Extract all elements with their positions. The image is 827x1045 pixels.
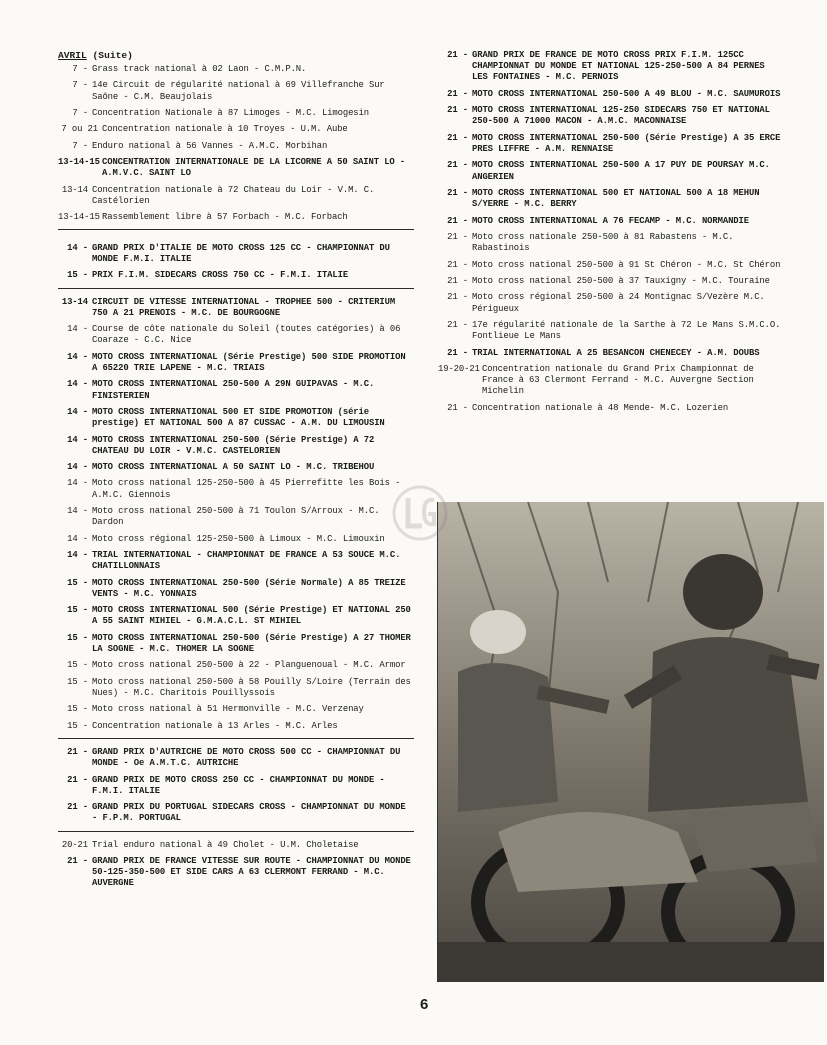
event-date: 13-14-15	[58, 212, 100, 223]
event-text: GRAND PRIX D'ITALIE DE MOTO CROSS 125 CC - CHAMPIONNAT DU MONDE F.M.I. ITALIE	[92, 242, 390, 264]
event-date: 21 -	[447, 259, 468, 270]
event-entry	[58, 462, 414, 473]
event-entry	[58, 721, 414, 732]
event-date: 13-14-15	[58, 157, 100, 168]
right-event-list	[438, 50, 784, 414]
event-entry	[58, 379, 414, 401]
event-entry	[58, 212, 414, 223]
event-date: 14 -	[67, 242, 88, 253]
event-entry	[58, 534, 414, 545]
event-date: 21 -	[447, 88, 468, 99]
event-date: 13-14	[61, 184, 88, 195]
event-date: 21 -	[447, 105, 468, 116]
event-date: 21 -	[67, 856, 88, 866]
event-date: 21 -	[447, 275, 468, 286]
event-date: 15 -	[67, 632, 88, 643]
event-text: MOTO CROSS INTERNATIONAL 250-500 (Série Prestige) A 27 THOMER LA SOGNE - M.C. THOMER LA SOGNE	[92, 632, 411, 655]
event-text: Concentration nationale à 13 Arles - M.C. Arles	[92, 720, 338, 731]
event-text: MOTO CROSS INTERNATIONAL A 76 FECAMP - M.C. NORMANDIE	[472, 215, 749, 226]
month-suffix: (Suite)	[86, 50, 133, 61]
event-entry	[438, 105, 784, 127]
event-text: Concentration nationale du Grand Prix Championnat de France à 63 Clermont Ferrand - M.C. Auvergne Section Michelin	[482, 363, 754, 397]
event-entry	[58, 80, 414, 102]
event-date: 21 -	[447, 50, 468, 60]
event-date: 15 -	[67, 660, 88, 671]
event-text: TRIAL INTERNATIONAL - CHAMPIONNAT DE FRANCE A 53 SOUCE M.C. CHATILLONNAIS	[92, 550, 401, 572]
event-text: Moto cross national 250-500 à 71 Toulon S/Arroux - M.C. Dardon	[92, 506, 380, 528]
event-text: MOTO CROSS INTERNATIONAL (Série Prestige) 500 SIDE PROMOTION A 65220 TRIE LAPENE - M.C. TRIAIS	[92, 351, 406, 373]
event-date: 21 -	[447, 292, 468, 303]
event-entry	[438, 89, 784, 100]
event-text: PRIX F.I.M. SIDECARS CROSS 750 CC - F.M.I. ITALIE	[92, 270, 349, 281]
event-text: Enduro national à 56 Vannes - A.M.C. Morbihan	[92, 140, 328, 151]
event-text: Moto cross national 125-250-500 à 45 Pierrefitte les Bois - A.M.C. Giennois	[92, 478, 401, 500]
event-text: 14e Circuit de régularité national à 69 Villefranche Sur Saône - C.M. Beaujolais	[92, 80, 385, 102]
event-date: 14 -	[67, 506, 88, 517]
event-entry	[58, 324, 414, 346]
event-entry	[58, 270, 414, 281]
section-divider	[58, 229, 414, 230]
event-date: 21 -	[67, 747, 88, 758]
event-text: MOTO CROSS INTERNATIONAL 250-500 A 17 PUY DE POURSAY M.C. ANGERIEN	[472, 160, 770, 182]
event-text: MOTO CROSS INTERNATIONAL 250-500 (Série Normale) A 85 TREIZE VENTS - M.C. YONNAIS	[92, 577, 406, 599]
event-text: MOTO CROSS INTERNATIONAL 250-500 A 29N GUIPAVAS - M.C. FINISTERIEN	[92, 379, 375, 401]
event-date: 21 -	[447, 319, 468, 330]
event-date: 14 -	[67, 478, 88, 489]
event-date: 21 -	[447, 402, 468, 413]
event-text: MOTO CROSS INTERNATIONAL 125-250 SIDECARS 750 ET NATIONAL 250-500 A 71000 MACON - A.M.C. MACONNAISE	[472, 105, 770, 127]
event-entry	[58, 506, 414, 528]
event-date: 15 -	[67, 704, 88, 715]
event-text: GRAND PRIX DE MOTO CROSS 250 CC - CHAMPIONNAT DU MONDE - F.M.I. ITALIE	[92, 774, 385, 796]
motocross-photo	[437, 502, 824, 982]
event-text: Moto cross nationale 250-500 à 81 Rabastens - M.C. Rabastinois	[472, 231, 734, 254]
event-text: Rassemblement libre à 57 Forbach - M.C. Forbach	[102, 212, 348, 223]
event-text: TRIAL INTERNATIONAL A 25 BESANCON CHENECEY - A.M. DOUBS	[472, 347, 760, 358]
page-number: 6	[420, 996, 429, 1013]
event-entry	[58, 297, 414, 319]
event-date: 14 -	[67, 462, 88, 473]
event-entry	[58, 633, 414, 655]
event-text: Concentration nationale à 10 Troyes - U.M. Aube	[102, 124, 348, 135]
section-divider	[58, 831, 414, 832]
event-date: 21 -	[447, 132, 468, 143]
event-date: 21 -	[67, 802, 88, 813]
event-text: MOTO CROSS INTERNATIONAL 250-500 (Série Prestige) A 35 ERCE PRES LIFFRE - A.M. RENNAISE	[472, 132, 781, 154]
event-date: 14 -	[67, 434, 88, 445]
watermark-logo	[390, 478, 450, 548]
event-date: 21 -	[447, 347, 468, 358]
event-text: CONCENTRATION INTERNATIONALE DE LA LICORNE A 50 SAINT LO - A.M.V.C. SAINT LO	[102, 157, 406, 179]
event-entry	[438, 160, 784, 182]
event-text: MOTO CROSS INTERNATIONAL 500 ET NATIONAL 500 A 18 MEHUN S/YERRE - M.C. BERRY	[472, 187, 760, 210]
event-entry	[438, 188, 784, 210]
event-entry	[438, 320, 784, 342]
event-entry	[58, 605, 414, 627]
event-date: 14 -	[67, 351, 88, 362]
event-date: 7 -	[72, 107, 88, 118]
event-entry	[438, 50, 784, 84]
event-date: 15 -	[67, 270, 88, 281]
event-text: Moto cross national 250-500 à 58 Pouilly S/Loire (Terrain des Nues) - M.C. Charitois Pouillyssois	[92, 676, 411, 699]
event-text: MOTO CROSS INTERNATIONAL 500 ET SIDE PROMOTION (série prestige) ET NATIONAL 500 A 87 CUSSAC - A.M. DU LIMOUSIN	[92, 406, 385, 429]
event-entry	[58, 435, 414, 457]
event-date: 13-14	[61, 296, 88, 307]
event-entry	[58, 840, 414, 851]
event-text: MOTO CROSS INTERNATIONAL 500 (Série Prestige) ET NATIONAL 250 A 55 SAINT MIHIEL - G.M.A.C.L. ST MIHIEL	[92, 605, 411, 627]
event-entry	[58, 578, 414, 600]
event-entry	[58, 64, 414, 75]
event-text: Concentration nationale à 48 Mende- M.C. Lozerien	[472, 402, 729, 413]
event-date: 19-20-21	[438, 363, 480, 374]
event-date: 21 -	[447, 215, 468, 226]
event-date: 14 -	[67, 406, 88, 417]
event-entry	[58, 243, 414, 265]
event-text: Moto cross régional 250-500 à 24 Montignac S/Vezère M.C. Périgueux	[472, 292, 765, 314]
event-entry	[58, 802, 414, 824]
event-text: MOTO CROSS INTERNATIONAL A 50 SAINT LO - M.C. TRIBEHOU	[92, 462, 375, 473]
event-date: 14 -	[67, 324, 88, 335]
event-text: MOTO CROSS INTERNATIONAL 250-500 A 49 BLOU - M.C. SAUMUROIS	[472, 88, 781, 99]
left-event-list	[58, 64, 414, 890]
event-entry	[58, 747, 414, 769]
event-date: 7 -	[72, 140, 88, 151]
event-text: GRAND PRIX DU PORTUGAL SIDECARS CROSS - CHAMPIONNAT DU MONDE - F.P.M. PORTUGAL	[92, 802, 406, 824]
event-entry	[438, 133, 784, 155]
event-entry	[58, 677, 414, 699]
event-entry	[58, 124, 414, 135]
event-date: 21 -	[447, 231, 468, 242]
event-entry	[58, 141, 414, 152]
event-date: 7 ou 21	[61, 124, 98, 135]
event-date: 20-21	[61, 839, 88, 850]
event-entry	[58, 550, 414, 572]
event-entry	[58, 660, 414, 671]
month-name: AVRIL	[58, 50, 87, 61]
event-entry	[438, 348, 784, 359]
event-entry	[58, 157, 414, 179]
event-date: 21 -	[67, 774, 88, 785]
event-text: Moto cross national 250-500 à 91 St Chéron - M.C. St Chéron	[472, 259, 781, 270]
event-entry	[438, 260, 784, 271]
event-date: 15 -	[67, 577, 88, 588]
event-text: Trial enduro national à 49 Cholet - U.M. Choletaise	[92, 839, 359, 850]
event-text: Grass track national à 02 Laon - C.M.P.N.	[92, 64, 307, 74]
event-date: 21 -	[447, 187, 468, 198]
event-date: 15 -	[67, 605, 88, 616]
event-entry	[58, 478, 414, 500]
event-entry	[438, 364, 784, 398]
event-date: 15 -	[67, 720, 88, 731]
event-text: Concentration nationale à 72 Chateau du Loir - V.M. C. Castélorien	[92, 184, 375, 206]
event-date: 14 -	[67, 550, 88, 561]
event-entry	[58, 185, 414, 207]
event-date: 7 -	[72, 80, 88, 91]
event-text: 17e régularité nationale de la Sarthe à 72 Le Mans S.M.C.O. Fontlieue Le Mans	[472, 319, 781, 342]
event-date: 7 -	[72, 64, 88, 74]
event-date: 14 -	[67, 533, 88, 544]
event-text: Course de côte nationale du Soleil (toutes catégories) à 06 Coaraze - C.C. Nice	[92, 324, 401, 346]
event-date: 14 -	[67, 379, 88, 390]
event-entry	[58, 775, 414, 797]
event-entry	[58, 856, 414, 890]
month-heading	[58, 50, 414, 62]
left-column	[58, 50, 414, 895]
event-entry	[438, 292, 784, 314]
event-text: GRAND PRIX D'AUTRICHE DE MOTO CROSS 500 CC - CHAMPIONNAT DU MONDE - Oe A.M.T.C. AUTRICHE	[92, 747, 401, 769]
event-text: Concentration Nationale à 87 Limoges - M.C. Limogesin	[92, 107, 369, 118]
event-text: CIRCUIT DE VITESSE INTERNATIONAL - TROPHEE 500 - CRITERIUM 750 A 21 PRENOIS - M.C. DE BOURGOGNE	[92, 296, 396, 318]
event-date: 21 -	[447, 160, 468, 171]
event-text: GRAND PRIX DE FRANCE DE MOTO CROSS PRIX F.I.M. 125CC CHAMPIONNAT DU MONDE ET NATIONAL 125-250-500 A 84 PERNES LES FONTAINES - M.C. PERNOIS	[472, 50, 765, 83]
event-entry	[438, 216, 784, 227]
event-entry	[58, 407, 414, 429]
event-text: Moto cross national à 51 Hermonville - M.C. Verzenay	[92, 704, 364, 715]
event-entry	[438, 403, 784, 414]
event-text: Moto cross national 250-500 à 37 Tauxigny - M.C. Touraine	[472, 275, 770, 286]
event-entry	[438, 276, 784, 287]
event-text: Moto cross régional 125-250-500 à Limoux - M.C. Limouxin	[92, 533, 385, 544]
event-text: MOTO CROSS INTERNATIONAL 250-500 (Série Prestige) A 72 CHATEAU DU LOIR - V.M.C. CASTELORIEN	[92, 434, 375, 456]
event-date: 15 -	[67, 676, 88, 687]
section-divider	[58, 738, 414, 739]
event-entry	[438, 232, 784, 254]
event-text: Moto cross national 250-500 à 22 - Planguenoual - M.C. Armor	[92, 660, 406, 671]
event-entry	[58, 704, 414, 715]
section-divider	[58, 288, 414, 289]
event-entry	[58, 352, 414, 374]
right-column	[438, 50, 784, 419]
event-text: GRAND PRIX DE FRANCE VITESSE SUR ROUTE - CHAMPIONNAT DU MONDE 50-125-350-500 ET SIDE CARS A 63 CLERMONT FERRAND - M.C. AUVERGNE	[92, 856, 411, 889]
event-entry	[58, 108, 414, 119]
